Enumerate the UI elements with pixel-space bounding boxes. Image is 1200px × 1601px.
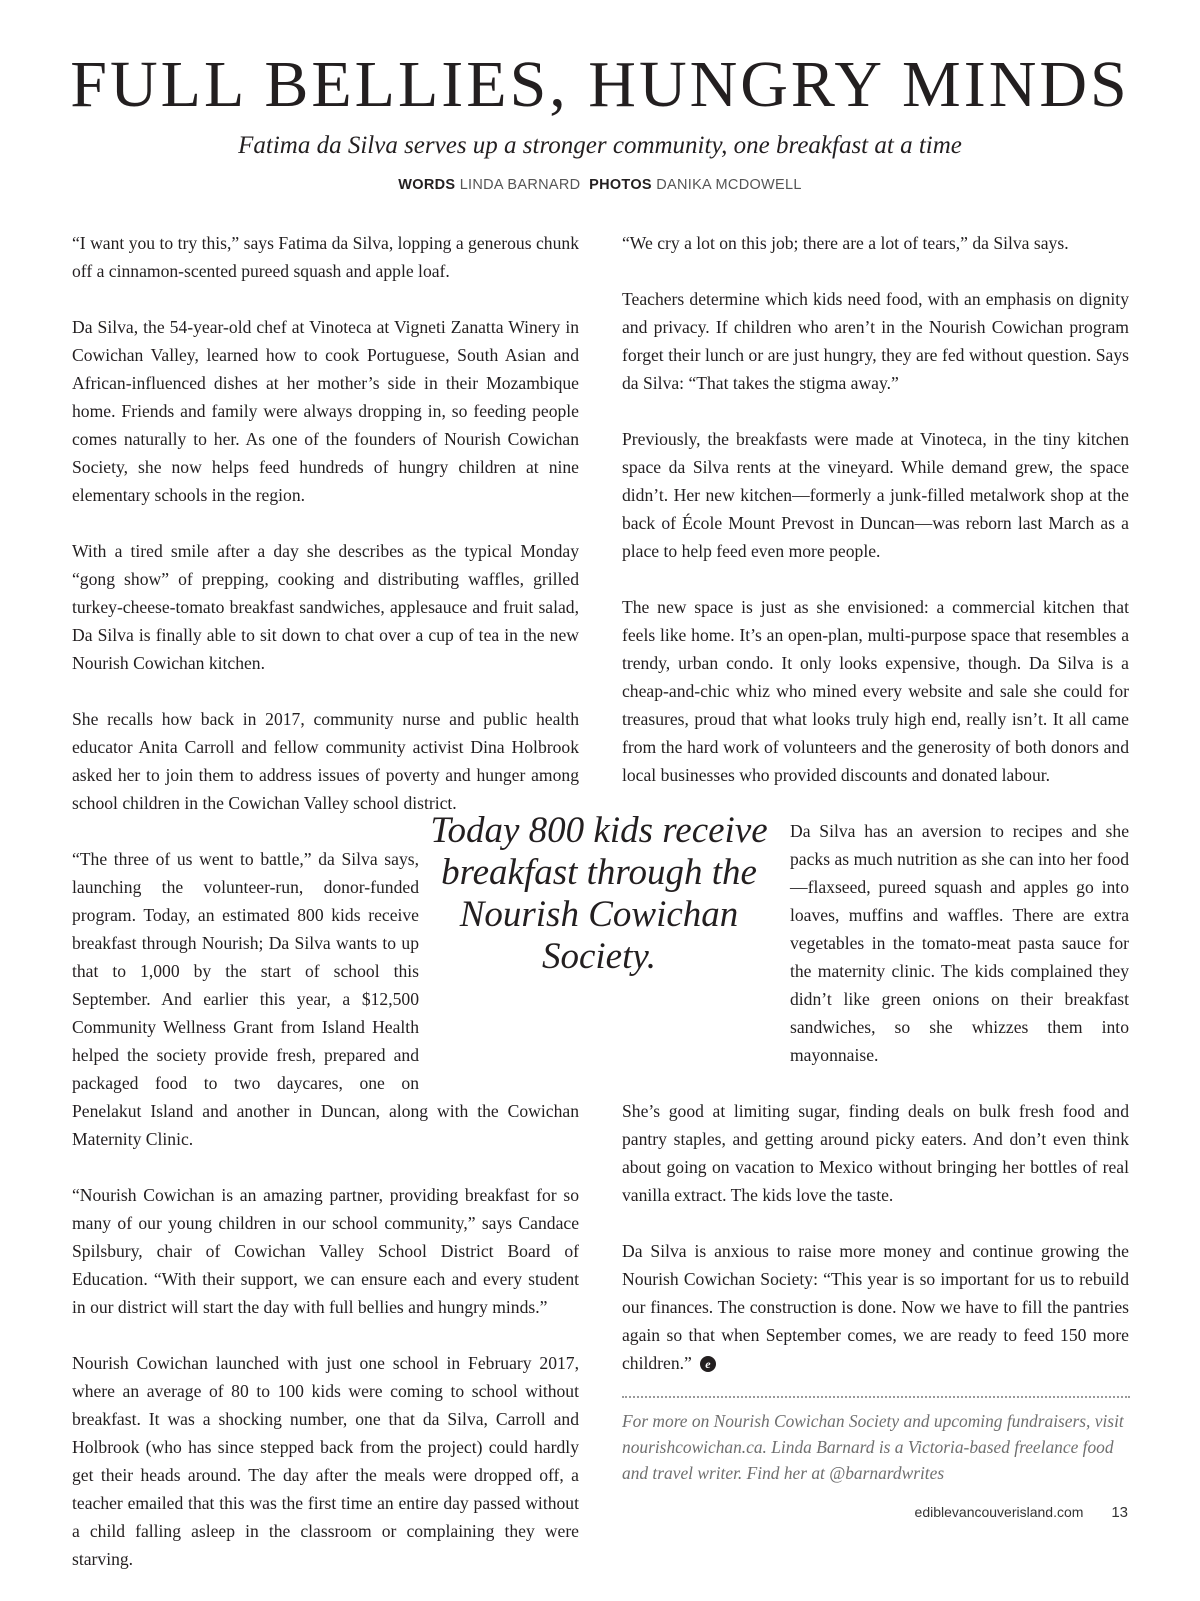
article-title: FULL BELLIES, HUNGRY MINDS: [70, 48, 1130, 121]
page-number: 13: [1111, 1504, 1128, 1521]
author-name: LINDA BARNARD: [459, 177, 581, 193]
closing-paragraph: Da Silva is anxious to raise more money and continue growing the Nourish Cowichan Society: “This year is so important for us to rebuild our finances. The construction is done. Now we have to fill the pantries again so that when September comes, we are ready to feed 150 more children.”: [622, 1241, 1129, 1373]
website-url[interactable]: ediblevancouverisland.com: [914, 1504, 1084, 1520]
paragraph: “We cry a lot on this job; there are a lot of tears,” da Silva says.: [622, 233, 1069, 253]
paragraph: With a tired smile after a day she describes as the typical Monday “gong show” of prepping, cooking and distributing waffles, grilled turkey-cheese-tomato breakfast sandwiches, applesauce and fruit salad, Da Silva is finally able to sit down to chat over a cup of tea in the new Nourish Cowichan kitchen.: [72, 541, 579, 673]
photographer-name: DANIKA MCDOWELL: [656, 177, 802, 193]
paragraph: Da Silva, the 54-year-old chef at Vinoteca at Vigneti Zanatta Winery in Cowichan Valley, learned how to cook Portuguese, South Asian and African-influenced dishes at her mother’s side in their Mozambique home. Friends and family were always dropping in, so feeding people comes naturally to her. As one of the founders of Nourish Cowichan Society, she now helps feed hundreds of hungry children at nine elementary schools in the region.: [72, 317, 579, 505]
paragraph: She’s good at limiting sugar, finding deals on bulk fresh food and pantry staples, and getting around picky eaters. And don’t even think about going on vacation to Mexico without bringing her bottles of real vanilla extract. The kids love the taste.: [622, 1101, 1129, 1205]
pull-quote: Today 800 kids receive breakfast through the Nourish Cowichan Society.: [430, 810, 768, 977]
author-note: For more on Nourish Cowichan Society and upcoming fundraisers, visit nourishcowichan.ca. Linda Barnard is a Victoria-based freelance food and travel writer. Find her at @barnardwrites: [622, 1411, 1124, 1483]
paragraph: Previously, the breakfasts were made at Vinoteca, in the tiny kitchen space da Silva rents at the vineyard. While demand grew, the space didn’t. Her new kitchen—formerly a junk-filled metalwork shop at the back of École Mount Prevost in Duncan—was reborn last March as a place to help feed even more people.: [622, 429, 1129, 561]
paragraph: “The three of us went to battle,” da Silva says, launching the volunteer-run, donor-funded program. Today, an estimated 800 kids receive breakfast through Nourish; Da Silva wants to up that to 1,000 by the start of school this September. And earlier this year, a $12,500 Community Wellness Grant from Island Health helped the society provide fresh, prepared and packaged food to two daycares, one on Penelakut Island and another in Duncan, along with the Cowichan Maternity Clinic.: [72, 849, 579, 1149]
dotted-divider: [622, 1396, 1130, 1398]
paragraph: Nourish Cowichan launched with just one school in February 2017, where an average of 80 to 100 kids were coming to school without breakfast. It was a shocking number, one that da Silva, Carroll and Holbrook (who has since stepped back from the project) could hardly get their heads around. The day after the meals were dropped off, a teacher emailed that this was the first time an entire day passed without a child falling asleep in the classroom or complaining they were starving.: [72, 1353, 579, 1569]
paragraph: The new space is just as she envisioned: a commercial kitchen that feels like home. It’s an open-plan, multi-purpose space that resembles a trendy, urban condo. It only looks expensive, though. Da Silva is a cheap-and-chic whiz who mined every website and sale she could for treasures, proud that what looks truly high end, really isn’t. It all came from the hard work of volunteers and the generosity of both donors and local businesses who provided discounts and donated labour.: [622, 597, 1129, 785]
right-column: [622, 229, 1129, 1377]
photos-label: PHOTOS: [589, 177, 652, 193]
page-footer: [915, 1504, 1128, 1521]
end-mark-icon: e: [700, 1356, 716, 1372]
paragraph: She recalls how back in 2017, community nurse and public health educator Anita Carroll and fellow community activist Dina Holbrook asked her to join them to address issues of poverty and hunger among school children in the Cowichan Valley school district.: [72, 709, 579, 813]
article-subtitle: Fatima da Silva serves up a stronger community, one breakfast at a time: [238, 132, 962, 159]
byline: [0, 177, 1200, 193]
paragraph: Da Silva has an aversion to recipes and she packs as much nutrition as she can into her food—flaxseed, pureed squash and apples go into loaves, muffins and waffles. There are extra vegetables in the tomato-meat pasta sauce for the maternity clinic. The kids complained they didn’t like green onions on their breakfast sandwiches, so she whizzes them into mayonnaise.: [790, 821, 1129, 1065]
paragraph: [622, 1237, 1129, 1377]
words-label: WORDS: [398, 177, 456, 193]
paragraph: “I want you to try this,” says Fatima da Silva, lopping a generous chunk off a cinnamon-scented pureed squash and apple loaf.: [72, 233, 579, 281]
paragraph: “Nourish Cowichan is an amazing partner, providing breakfast for so many of our young children in our school community,” says Candace Spilsbury, chair of Cowichan Valley School District Board of Education. “With their support, we can ensure each and every student in our district will start the day with full bellies and hungry minds.”: [72, 1185, 579, 1317]
paragraph: Teachers determine which kids need food, with an emphasis on dignity and privacy. If children who aren’t in the Nourish Cowichan program forget their lunch or are just hungry, they are fed without question. Says da Silva: “That takes the stigma away.”: [622, 289, 1129, 393]
